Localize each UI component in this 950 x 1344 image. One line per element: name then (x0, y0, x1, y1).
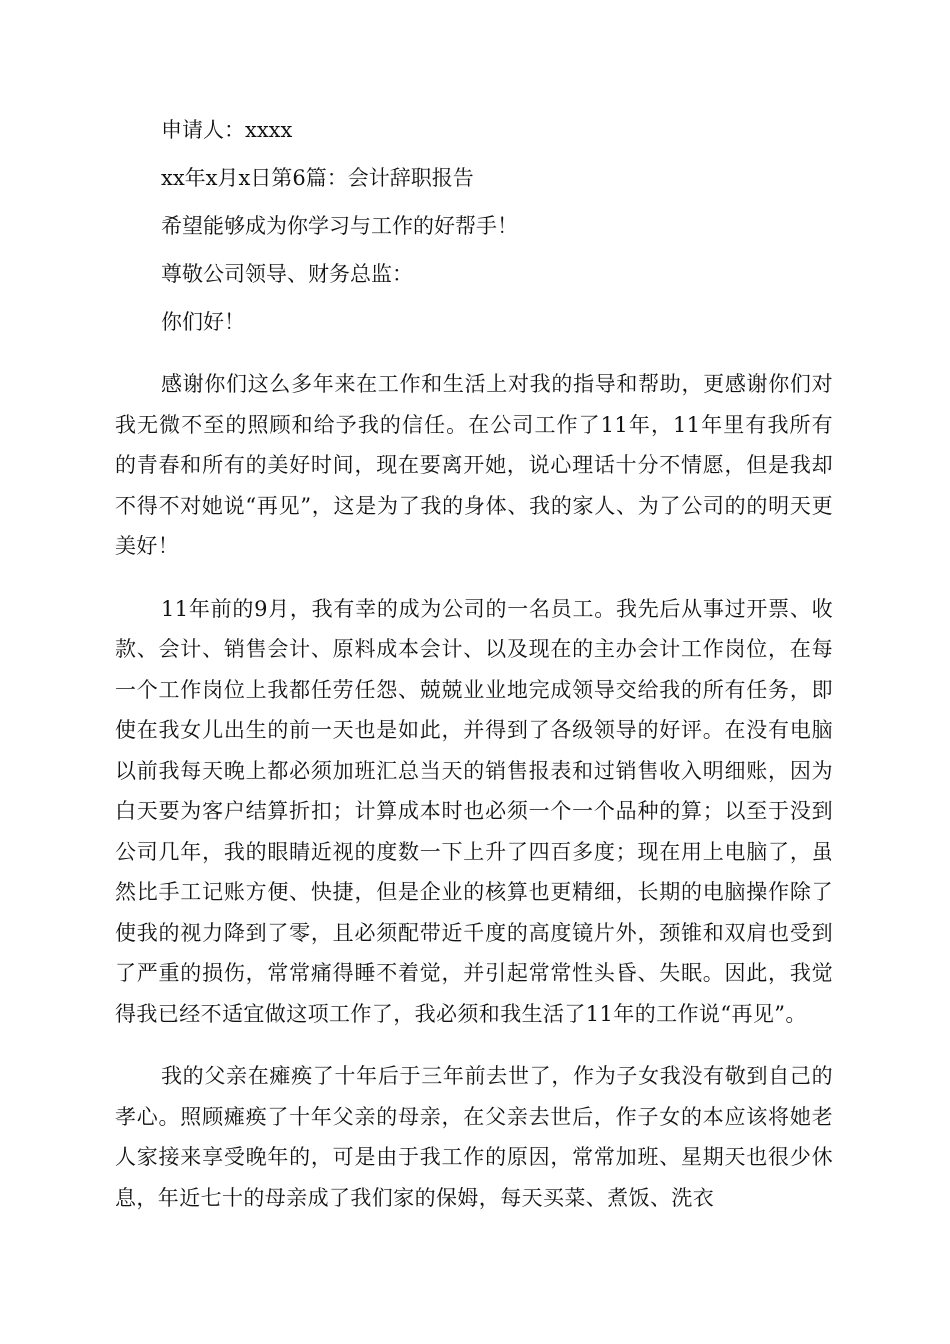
greeting-line: 你们好！ (161, 310, 245, 334)
wish-line: 希望能够成为你学习与工作的好帮手！ (161, 214, 518, 238)
paragraph-gratitude: 感谢你们这么多年来在工作和生活上对我的指导和帮助，更感谢你们对我无微不至的照顾和给予我的信任。在公司工作了11年，11年里有我所有的青春和所有的美好时间，现在要离开她，说心理话十分不情愿，但是我却不得不对她说“再见”，这是为了我的身体、我的家人、为了公司的的明天更美好！ (115, 372, 833, 558)
salutation-line: 尊敬公司领导、财务总监： (161, 262, 413, 286)
paragraph-family: 我的父亲在瘫痪了十年后于三年前去世了，作为子女我没有敬到自己的孝心。照顾瘫痪了十年父亲的母亲，在父亲去世后，作子女的本应该将她老人家接来享受晚年的，可是由于我工作的原因，常常加班、星期天也很少休息，年近七十的母亲成了我们家的保姆，每天买菜、煮饭、洗衣 (115, 1064, 833, 1210)
document-body (115, 108, 833, 1218)
applicant-line: 申请人：xxxx (161, 118, 293, 142)
paragraph-work-history: 11年前的9月，我有幸的成为公司的一名员工。我先后从事过开票、收款、会计、销售会计、原料成本会计、以及现在的主办会计工作岗位，在每一个工作岗位上我都任劳任怨、兢兢业业地完成领导交给我的所有任务，即使在我女儿出生的前一天也是如此，并得到了各级领导的好评。在没有电脑以前我每天晚上都必须加班汇总当天的销售报表和过销售收入明细账，因为白天要为客户结算折扣；计算成本时也必须一个一个品种的算；以至于没到公司几年，我的眼睛近视的度数一下上升了四百多度；现在用上电脑了，虽然比手工记账方便、快捷，但是企业的核算也更精细，长期的电脑操作除了使我的视力降到了零，且必须配带近千度的高度镜片外，颈锥和双肩也受到了严重的损伤，常常痛得睡不着觉，并引起常常性头昏、失眠。因此，我觉得我已经不适宜做这项工作了，我必须和我生活了11年的工作说“再见”。 (115, 596, 833, 1026)
date-title-line: xx年x月x日第6篇：会计辞职报告 (161, 166, 474, 190)
